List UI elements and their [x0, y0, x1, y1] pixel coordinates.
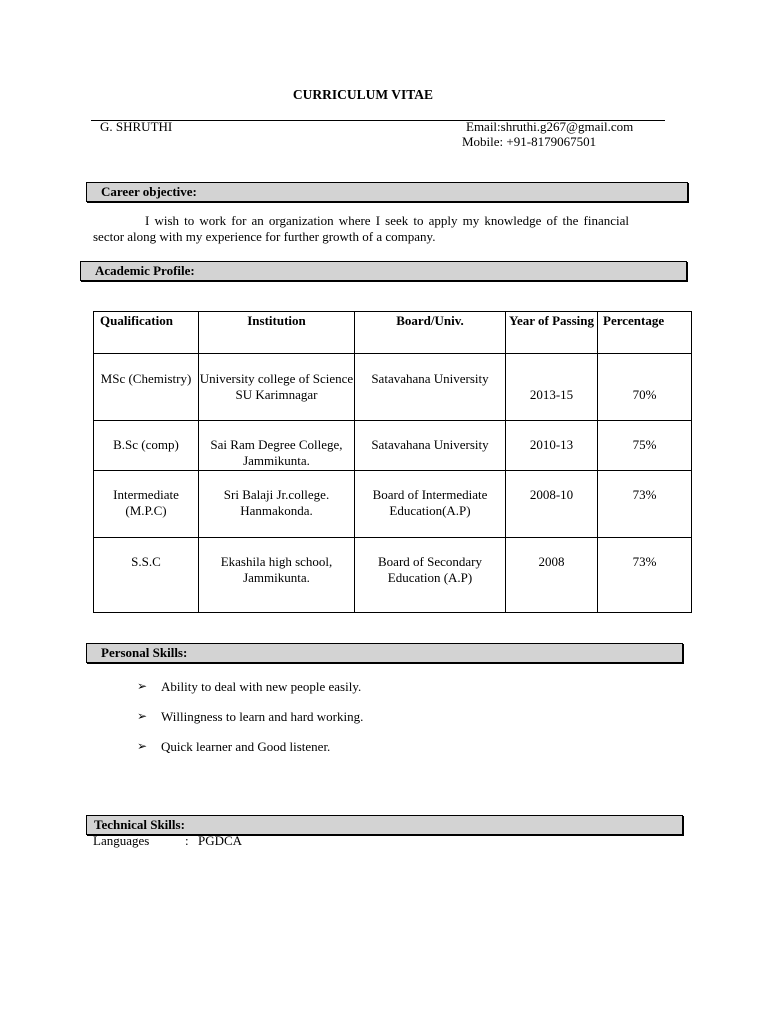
cell-board: Satavahana University — [371, 437, 489, 452]
cell-institution: University college of Science SU Karimnagar — [199, 371, 354, 402]
table-cell — [506, 421, 598, 471]
list-item — [137, 738, 363, 768]
table-cell — [94, 538, 199, 613]
languages-separator: : — [185, 833, 189, 848]
section-heading-academic: Academic Profile: — [80, 261, 687, 281]
table-cell — [598, 471, 692, 538]
cell-year: 2008-10 — [529, 487, 574, 502]
table-row — [94, 354, 692, 421]
table-cell — [199, 354, 355, 421]
column-header: Institution — [199, 312, 355, 354]
personal-skills-list — [137, 678, 363, 768]
table-cell — [199, 421, 355, 471]
skill-text: Willingness to learn and hard working. — [161, 709, 364, 724]
cell-qualification: Intermediate (M.P.C) — [113, 487, 179, 518]
contact-email: Email:shruthi.g267@gmail.com — [466, 119, 634, 134]
table-cell — [199, 471, 355, 538]
cell-percentage: 73% — [632, 554, 657, 569]
column-header: Percentage — [598, 312, 692, 354]
table-cell — [94, 471, 199, 538]
table-cell — [355, 421, 506, 471]
career-objective-text: I wish to work for an organization where I seek to apply my knowledge of the financial sector along with my experience for further growth of a company. — [93, 213, 629, 244]
table-row — [94, 471, 692, 538]
table-row — [94, 421, 692, 471]
table-row — [94, 538, 692, 613]
cell-institution: Ekashila high school, Jammikunta. — [220, 554, 333, 585]
cell-qualification: S.S.C — [131, 554, 161, 569]
table-cell — [506, 471, 598, 538]
table-cell — [506, 354, 598, 421]
skill-text: Quick learner and Good listener. — [161, 739, 331, 754]
cell-board: Board of Secondary Education (A.P) — [378, 554, 482, 585]
skill-text: Ability to deal with new people easily. — [161, 679, 362, 694]
cell-year: 2008 — [538, 554, 565, 569]
arrowhead-bullet-icon: ➢ — [137, 709, 148, 723]
cell-year: 2013-15 — [529, 387, 574, 402]
section-heading-personal: Personal Skills: — [86, 643, 683, 663]
column-header: Year of Passing — [506, 312, 598, 354]
section-heading-career: Career objective: — [86, 182, 688, 202]
cell-qualification: MSc (Chemistry) — [100, 371, 192, 386]
table-cell — [355, 354, 506, 421]
section-heading-technical: Technical Skills: — [86, 815, 683, 835]
academic-table — [93, 311, 692, 613]
cell-year: 2010-13 — [529, 437, 574, 452]
arrowhead-bullet-icon: ➢ — [137, 679, 148, 693]
table-cell — [94, 421, 199, 471]
candidate-name: G. SHRUTHI — [100, 119, 173, 134]
table-cell — [94, 354, 199, 421]
languages-label: Languages — [93, 833, 150, 848]
cell-institution: Sai Ram Degree College, Jammikunta. — [210, 437, 343, 468]
list-item — [137, 678, 363, 708]
contact-mobile: Mobile: +91-8179067501 — [462, 134, 597, 149]
cell-percentage: 73% — [632, 487, 657, 502]
cell-board: Satavahana University — [371, 371, 489, 386]
document-title: CURRICULUM VITAE — [292, 87, 434, 102]
table-header-row — [94, 312, 692, 354]
table-cell — [355, 471, 506, 538]
table-cell — [598, 354, 692, 421]
column-header: Qualification — [94, 312, 199, 354]
list-item — [137, 708, 363, 738]
table-cell — [506, 538, 598, 613]
cell-board: Board of Intermediate Education(A.P) — [372, 487, 488, 518]
cell-qualification: B.Sc (comp) — [113, 437, 179, 452]
cell-percentage: 70% — [632, 387, 657, 402]
cell-percentage: 75% — [632, 437, 657, 452]
cell-institution: Sri Balaji Jr.college. Hanmakonda. — [223, 487, 330, 518]
column-header: Board/Univ. — [355, 312, 506, 354]
arrowhead-bullet-icon: ➢ — [137, 739, 148, 753]
languages-value: PGDCA — [198, 833, 243, 848]
table-cell — [598, 538, 692, 613]
table-cell — [199, 538, 355, 613]
table-cell — [355, 538, 506, 613]
table-cell — [598, 421, 692, 471]
